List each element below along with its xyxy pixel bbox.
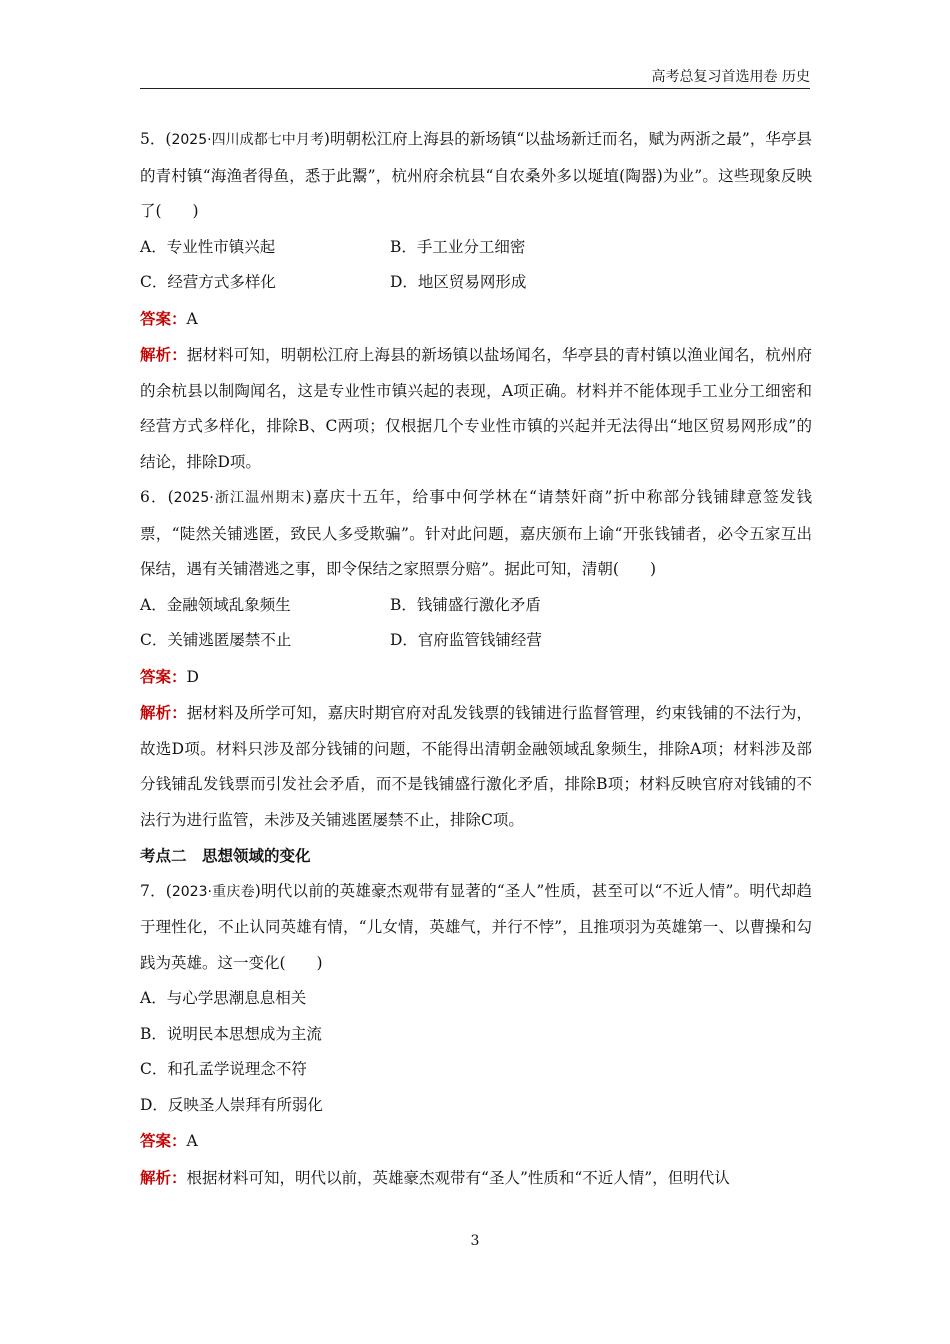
options-row <box>140 623 812 659</box>
option-d: D．官府监管钱铺经营 <box>390 631 542 649</box>
question-number: 7．( <box>140 881 172 900</box>
question-source: 2025·浙江温州期末 <box>173 490 306 506</box>
question-stem <box>140 874 812 982</box>
answer-value: A <box>186 309 198 328</box>
answer-line <box>140 301 812 338</box>
question-text: )嘉庆十五年，给事中何学林在“请禁奸商”折中称部分钱铺肆意签发钱票，“陡然关铺逃匿，致民人多受欺骗”。针对此问题，嘉庆颁布上谕“开张钱铺者，必令五家互出保结，遇有关铺潜逃之事，即令保结之家照票分赔”。据此可知，清朝( ) <box>140 488 812 578</box>
analysis <box>140 337 812 480</box>
question-number: 5．( <box>140 130 172 148</box>
options-row <box>140 230 812 266</box>
answer-line <box>140 659 812 696</box>
option-d: D．反映圣人崇拜有所弱化 <box>140 1095 323 1114</box>
question-5 <box>140 122 812 480</box>
header-title: 高考总复习首选用卷 历史 <box>651 69 810 85</box>
header-rule <box>140 88 810 89</box>
analysis-text: 根据材料可知，明代以前，英雄豪杰观带有“圣人”性质和“不近人情”，但明代认 <box>186 1168 730 1187</box>
option-c: C．关铺逃匿屡禁不止 <box>140 631 292 649</box>
option-b: B．手工业分工细密 <box>390 237 526 256</box>
option-b: B．说明民本思想成为主流 <box>140 1024 322 1043</box>
option-a: A．专业性市镇兴起 <box>140 237 276 256</box>
question-number: 6．( <box>140 488 174 506</box>
section-heading: 考点二 思想领域的变化 <box>140 846 311 865</box>
question-source: 2025·四川成都七中月考 <box>171 132 324 148</box>
question-text: )明朝松江府上海县的新场镇“以盐场新迁而名，赋为两浙之最”，华亭县的青村镇“海渔者得鱼，悉于此鬻”，杭州府余杭县“自农桑外多以埏埴(陶器)为业”。这些现象反映了( ) <box>140 130 812 220</box>
option-a: A．与心学思潮息息相关 <box>140 989 307 1007</box>
answer-label: 答案： <box>140 308 187 328</box>
analysis-label: 解析： <box>140 703 187 722</box>
analysis-label: 解析： <box>140 1167 187 1187</box>
question-stem <box>140 480 812 588</box>
option-c: C．经营方式多样化 <box>140 273 276 291</box>
analysis <box>140 695 812 838</box>
page-content <box>140 122 812 1196</box>
option-b: B．钱铺盛行激化矛盾 <box>390 595 541 614</box>
answer-value: A <box>186 1132 198 1150</box>
analysis <box>140 1160 812 1197</box>
question-stem <box>140 122 812 230</box>
answer-value: D <box>186 667 199 686</box>
question-text: )明代以前的英雄豪杰观带有显著的“圣人”性质，甚至可以“不近人情”。明代却趋于理性化，不止认同英雄有情，“儿女情，英雄气，并行不悖”，且推项羽为英雄第一、以曹操和勾践为英雄。这一变化( ) <box>140 881 812 972</box>
analysis-text: 据材料可知，明朝松江府上海县的新场镇以盐场闻名，华亭县的青村镇以渔业闻名，杭州府的余杭县以制陶闻名，这是专业性市镇兴起的表现，A项正确。材料并不能体现手工业分工细密和经营方式多样化，排除B、C两项；仅根据几个专业性市镇的兴起并无法得出“地区贸易网形成”的结论，排除D项。 <box>140 346 812 471</box>
answer-line <box>140 1123 812 1160</box>
answer-label: 答案： <box>140 1131 187 1150</box>
option-d: D．地区贸易网形成 <box>390 273 527 291</box>
question-6 <box>140 480 812 838</box>
question-7 <box>140 874 812 1197</box>
options-row <box>140 588 812 624</box>
page-header <box>140 68 810 86</box>
option-a: A．金融领域乱象频生 <box>140 595 291 614</box>
option-c: C．和孔孟学说理念不符 <box>140 1060 307 1078</box>
answer-label: 答案： <box>140 666 187 686</box>
analysis-label: 解析： <box>140 345 187 364</box>
question-source: 2023·重庆卷 <box>171 883 255 900</box>
analysis-text: 据材料及所学可知，嘉庆时期官府对乱发钱票的钱铺进行监督管理，约束钱铺的不法行为，故选D项。材料只涉及部分钱铺的问题，不能得出清朝金融领域乱象频生，排除A项；材料涉及部分钱铺乱发钱票而引发社会矛盾，而不是钱铺盛行激化矛盾，排除B项；材料反映官府对钱铺的不法行为进行监管，未涉及关铺逃匿屡禁不止，排除C项。 <box>140 704 812 829</box>
page-number: 3 <box>470 1233 480 1249</box>
options-row <box>140 265 812 301</box>
